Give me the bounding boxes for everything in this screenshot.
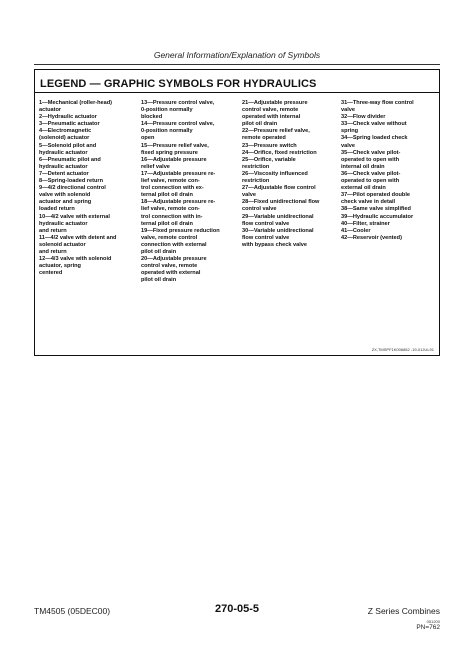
legend-entry: 26—Viscosity influenced restriction bbox=[242, 170, 308, 185]
header-divider bbox=[34, 64, 440, 65]
legend-entry: 37—Pilot operated double check valve in detail bbox=[341, 192, 410, 206]
legend-entry: 16—Adjustable pressure relief valve bbox=[141, 156, 207, 170]
legend-entry: 17—Adjustable pressure re- lief valve, remote con- trol connection with ex- ternal pilot oil drain bbox=[141, 170, 216, 199]
legend-entry: 8—Spring-loaded return bbox=[39, 178, 104, 185]
legend-entry: 33—Check valve without spring bbox=[341, 121, 407, 135]
legend-entry: 13—Pressure control valve, 0-position normally blocked bbox=[141, 100, 215, 121]
legend-entry: 39—Hydraulic accumulator bbox=[341, 213, 414, 220]
footer-date-code: 051200 bbox=[426, 619, 440, 624]
legend-entry: 22—Pressure relief valve, remote operated bbox=[242, 128, 310, 142]
legend-entry: 38—Same valve simplified bbox=[341, 206, 411, 213]
legend-entry: 29—Variable unidirectional flow control valve bbox=[242, 213, 314, 227]
legend-entry: 10—4/2 valve with external hydraulic actuator and return bbox=[39, 213, 110, 234]
legend-entry: 24—Orifice, fixed restriction bbox=[242, 149, 317, 156]
legend-entry: 27—Adjustable flow control valve bbox=[242, 185, 316, 199]
legend-column-4 bbox=[341, 100, 439, 242]
legend-entry: 11—4/2 valve with detent and solenoid actuator and return bbox=[39, 234, 117, 255]
legend-column-2 bbox=[141, 100, 239, 284]
legend-title-divider bbox=[35, 92, 439, 93]
legend-entry: 35—Check valve pilot- operated to open with internal oil drain bbox=[341, 149, 401, 170]
legend-entry: 2—Hydraulic actuator bbox=[39, 114, 97, 121]
legend-column-1 bbox=[39, 100, 137, 277]
legend-entry: 18—Adjustable pressure re- lief valve, remote con- trol connection with in- ternal pilot oil drain bbox=[141, 199, 216, 227]
footer-manual-id: TM4505 (05DEC00) bbox=[34, 606, 111, 616]
legend-entry: 9—4/2 directional control valve with solenoid actuator and spring loaded return bbox=[39, 185, 106, 213]
legend-entry: 23—Pressure switch bbox=[242, 142, 297, 149]
legend-entry: 7—Detent actuator bbox=[39, 170, 89, 177]
legend-entry: 21—Adjustable pressure control valve, remote operated with internal pilot oil drain bbox=[242, 100, 308, 128]
legend-entry: 40—Filter, strainer bbox=[341, 220, 390, 227]
footer-page-number: 270-05-5 bbox=[214, 603, 260, 615]
legend-entry: 4—Electromagnetic (solenoid) actuator bbox=[39, 128, 92, 142]
legend-entry: 19—Fixed pressure reduction valve, remote control connection with external pilot oil drain bbox=[141, 227, 220, 255]
legend-entry: 20—Adjustable pressure control valve, remote operated with external pilot oil drain bbox=[141, 256, 207, 284]
legend-entry: 6—Pneumatic pilot and hydraulic actuator bbox=[39, 156, 101, 170]
legend-title: LEGEND — GRAPHIC SYMBOLS FOR HYDRAULICS bbox=[40, 78, 317, 90]
legend-entry: 5—Solenoid pilot and hydraulic actuator bbox=[39, 142, 97, 156]
legend-column-3 bbox=[242, 100, 340, 249]
legend-entry: 42—Reservoir (vented) bbox=[341, 234, 402, 241]
legend-source-id: ZX,TMSPF1K006852 -19-01JUL91 bbox=[371, 347, 434, 352]
footer-pn: PN=762 bbox=[416, 624, 440, 631]
legend-entry: 14—Pressure control valve, 0-position normally open bbox=[141, 121, 215, 142]
legend-entry: 3—Pneumatic actuator bbox=[39, 121, 100, 128]
legend-entry: 32—Flow divider bbox=[341, 114, 386, 121]
legend-entry: 25—Orifice, variable restriction bbox=[242, 156, 296, 170]
legend-entry: 31—Three-way flow control valve bbox=[341, 100, 414, 114]
legend-entry: 28—Fixed unidirectional flow control valve bbox=[242, 199, 320, 213]
legend-entry: 30—Variable unidirectional flow control valve with bypass check valve bbox=[242, 227, 314, 248]
legend-entry: 1—Mechanical (roller-head) actuator bbox=[39, 100, 113, 114]
legend-entry: 41—Cooler bbox=[341, 227, 371, 234]
footer-product-name: Z Series Combines bbox=[367, 606, 440, 616]
legend-entry: 36—Check valve pilot- operated to open with external oil drain bbox=[341, 170, 401, 192]
page-header-title: General Information/Explanation of Symbols bbox=[153, 50, 321, 60]
legend-entry: 34—Spring loaded check valve bbox=[341, 135, 408, 149]
legend-entry: 15—Pressure relief valve, fixed spring pressure bbox=[141, 142, 209, 156]
legend-box bbox=[34, 69, 440, 356]
legend-entry: 12—4/3 valve with solenoid actuator, spring centered bbox=[39, 256, 112, 277]
